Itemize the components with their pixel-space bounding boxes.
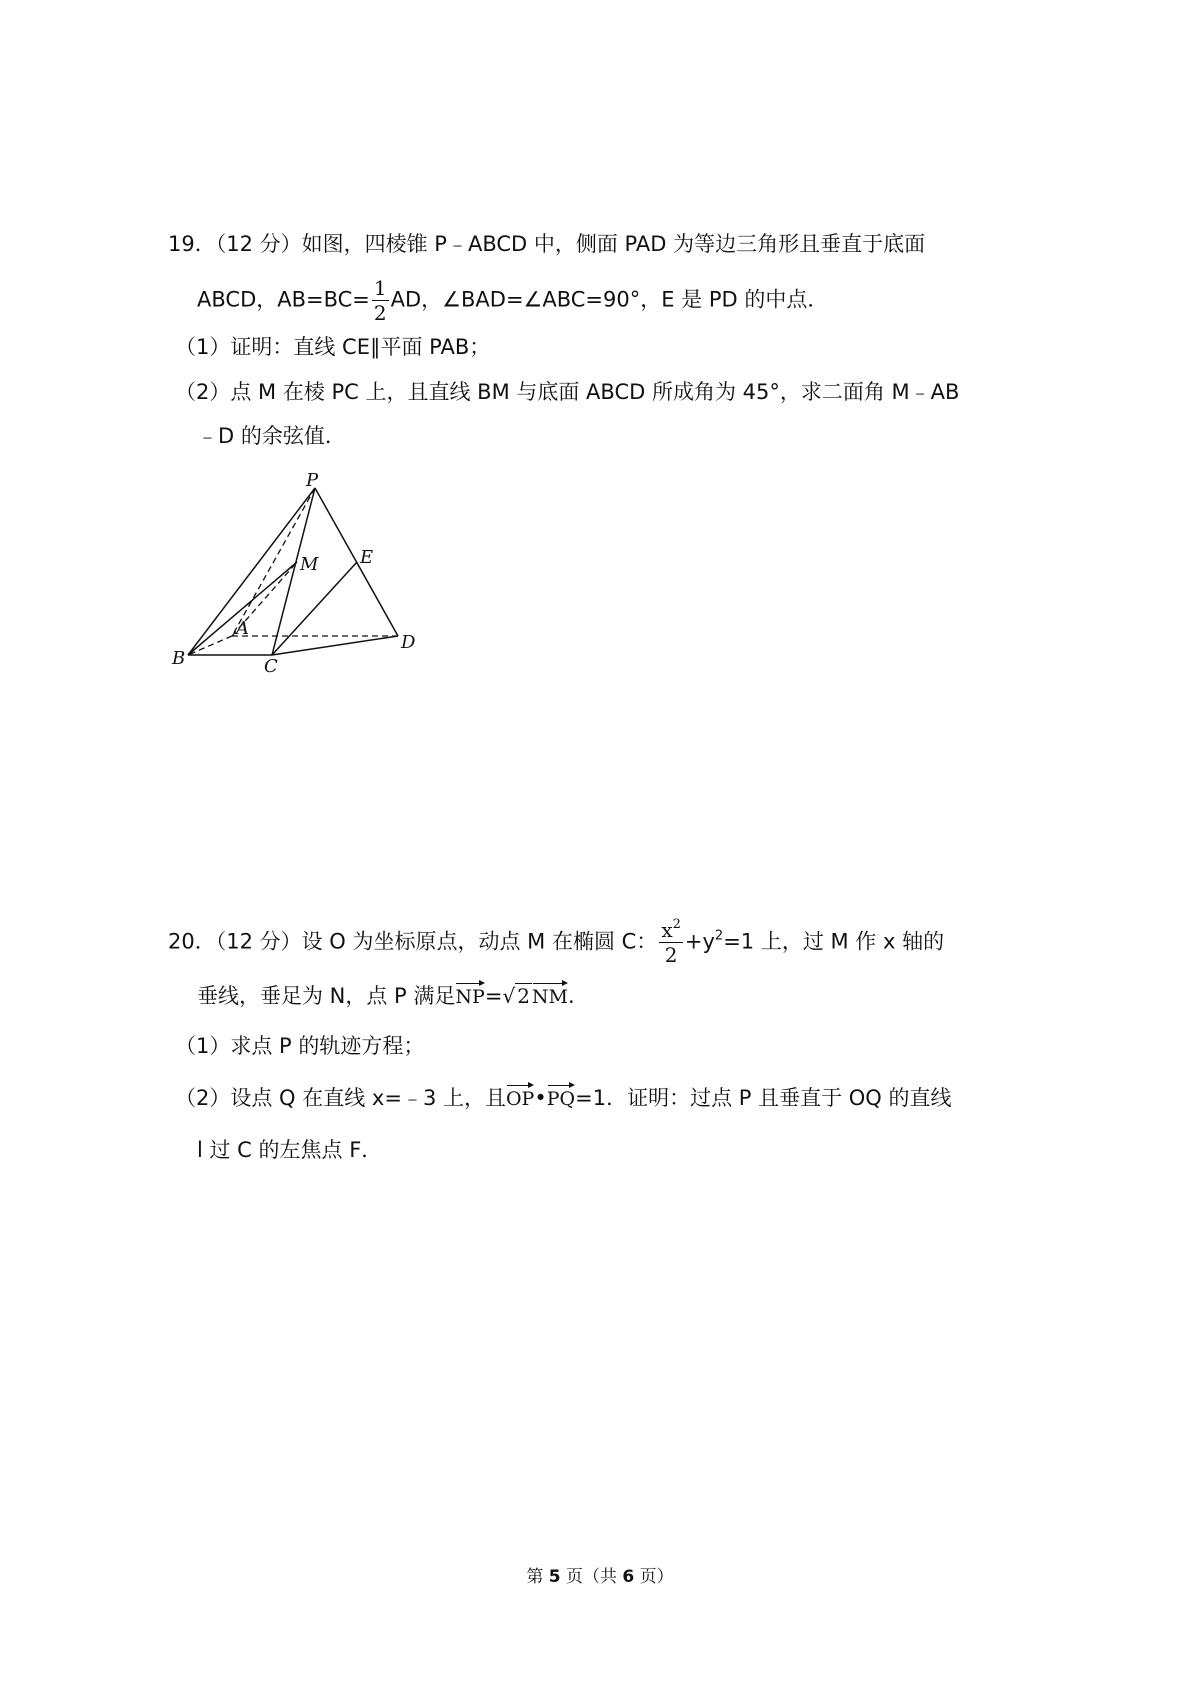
dot-product: •: [534, 1086, 547, 1110]
q20-exponent: 2: [714, 928, 724, 944]
q20-line1-a: 20．（12 分）设 O 为坐标原点，动点 M 在椭圆 C：: [168, 929, 658, 954]
label-D: D: [401, 632, 416, 653]
vector-nm: NM: [532, 982, 568, 1007]
q20-part1: （1）求点 P 的轨迹方程；: [175, 1034, 425, 1058]
q19-fraction: [372, 278, 389, 323]
edge-BM: [188, 562, 297, 655]
pyramid-figure: [160, 460, 450, 690]
vector-pq: PQ: [547, 1084, 575, 1109]
q20-part2-a: （2）设点 Q 在直线 x=﹣3 上，且: [175, 1086, 506, 1110]
sqrt-two: √ 2: [502, 984, 530, 1008]
fraction-numerator: 1: [373, 276, 387, 300]
q20-line2: [197, 980, 575, 1012]
vector-op: OP: [506, 1084, 534, 1109]
label-M: M: [300, 554, 319, 575]
q19-part2-line1: （2）点 M 在棱 PC 上，且直线 BM 与底面 ABCD 所成角为 45°，求二面角 M﹣AB: [175, 380, 960, 404]
label-E: E: [360, 547, 374, 568]
q20-line2-a: 垂线，垂足为 N，点 P 满足: [197, 984, 456, 1008]
page-total: 6: [622, 1567, 635, 1587]
page-number: 5: [548, 1567, 561, 1587]
fraction-denominator: 2: [664, 943, 678, 967]
vector-np: NP: [455, 982, 484, 1007]
q20-part2-line2: l 过 C 的左焦点 F．: [197, 1138, 383, 1162]
label-B: B: [172, 648, 186, 669]
q20-part2-b: =1．证明：过点 P 且垂直于 OQ 的直线: [575, 1086, 952, 1110]
q20-line1: [168, 917, 945, 967]
q20-period: .: [568, 984, 575, 1008]
edge-PB: [188, 488, 315, 655]
label-C: C: [264, 656, 278, 677]
page-footer: 第 5 页（共 6 页）: [526, 1567, 674, 1587]
label-P: P: [306, 470, 319, 491]
edge-CD: [272, 636, 398, 655]
q20-equals: =: [484, 984, 503, 1008]
q19-line2-b: AD，∠BAD=∠ABC=90°，E 是 PD 的中点．: [390, 287, 829, 312]
q20-line1-b: +y: [684, 929, 715, 954]
q19-line1: 19．（12 分）如图，四棱锥 P﹣ABCD 中，侧面 PAD 为等边三角形且垂直于底面: [168, 232, 926, 256]
q19-part2-line2: ﹣D 的余弦值．: [197, 424, 346, 448]
q19-line2-a: ABCD，AB=BC=: [197, 287, 370, 312]
label-A: A: [236, 618, 249, 639]
q20-fraction: [659, 917, 683, 967]
fraction-denominator: 2: [373, 301, 387, 325]
q20-part2-line1: [175, 1082, 952, 1114]
edge-CE: [272, 562, 357, 655]
q19-part1: （1）证明：直线 CE∥平面 PAB；: [175, 335, 491, 359]
q20-line1-c: =1 上，过 M 作 x 轴的: [723, 929, 945, 954]
q19-line2: [197, 278, 828, 323]
fraction-numerator: $x^2$: [661, 917, 681, 942]
